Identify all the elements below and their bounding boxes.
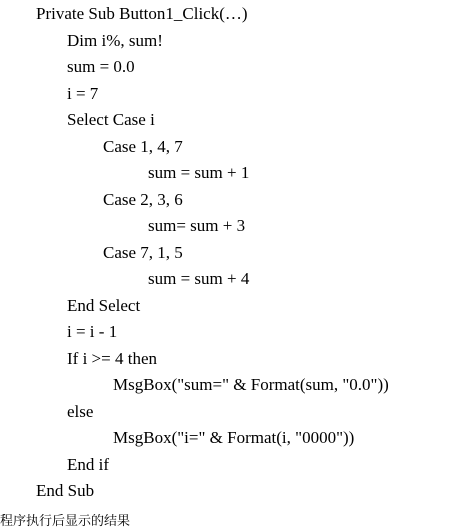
code-line-sum-init: sum = 0.0 [67,57,135,76]
code-line-sub-header: Private Sub Button1_Click(…) [36,4,248,23]
code-line-if: If i >= 4 then [67,348,157,368]
question-caption: 程序执行后显示的结果 [0,514,131,529]
code-line-msgbox-i: MsgBox("i=" & Format(i, "0000")) [113,428,355,448]
code-line-select-case: Select Case i [67,110,155,130]
code-line-end-if: End if [67,454,110,474]
code-line-msgbox-sum: MsgBox("sum=" & Format(sum, "0.0")) [113,375,389,395]
code-line-case-147: Case 1, 4, 7 [103,136,183,156]
code-line-case-715: Case 7, 1, 5 [103,242,183,262]
code-line-sum-plus-3: sum= sum + 3 [148,216,246,236]
code-line-sum-plus-1: sum = sum + 1 [148,163,250,183]
code-line-end-select: End Select [67,295,141,315]
code-line-sum-plus-4: sum = sum + 4 [148,269,250,289]
code-line-case-236: Case 2, 3, 6 [103,189,183,209]
code-line-i-init: i = 7 [67,83,99,103]
code-line-i-decrement: i = i - 1 [67,322,118,342]
code-line-end-sub: End Sub [36,481,95,501]
code-line-else: else [67,401,94,421]
code-line-dim: Dim i%, sum! [67,30,163,50]
